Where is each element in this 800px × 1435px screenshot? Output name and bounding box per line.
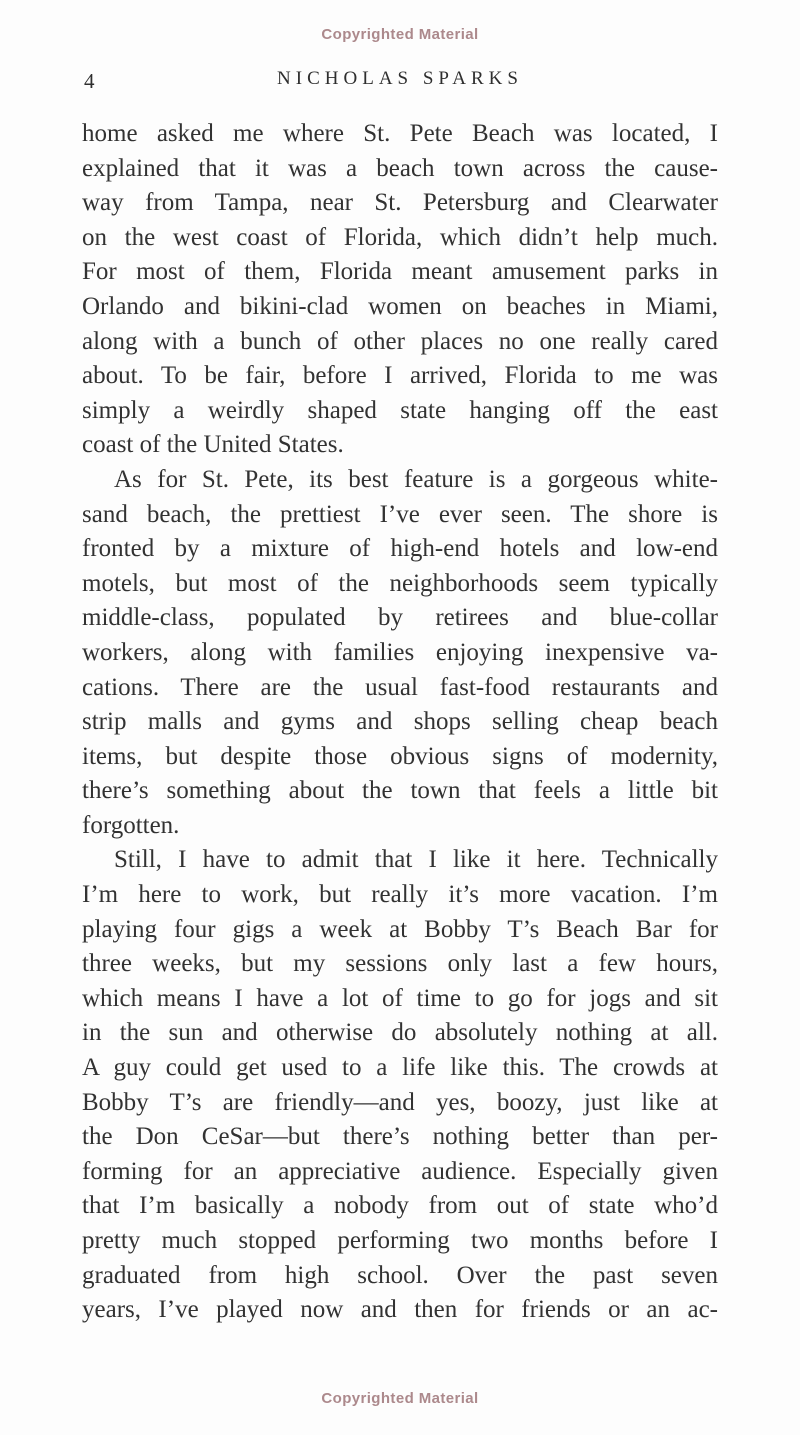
text-line: home asked me where St. Pete Beach was located, I [82, 120, 718, 147]
page-number: 4 [84, 69, 95, 93]
text-line: along with a bunch of other places no one really cared [82, 327, 718, 355]
text-line: I’m here to work, but really it’s more vacation. I’m [82, 881, 718, 909]
running-head: NICHOLAS SPARKS [277, 68, 523, 89]
text-line: graduated from high school. Over the past seven [82, 1261, 718, 1289]
text-line: the Don CeSar—but there’s nothing better than per- [82, 1123, 718, 1151]
text-line: A guy could get used to a life like this. The crowds at [82, 1054, 718, 1082]
text-line: fronted by a mixture of high-end hotels and low-end [82, 535, 718, 563]
text-line: forgotten. [82, 811, 180, 839]
text-line: on the west coast of Florida, which didn’t help much. [82, 223, 718, 251]
text-line: that I’m basically a nobody from out of state who’d [82, 1192, 718, 1220]
copyright-watermark-bottom: Copyrighted Material [321, 1390, 479, 1407]
page-header [82, 68, 718, 96]
text-line: workers, along with families enjoying inexpensive va- [82, 638, 718, 666]
text-line: strip malls and gyms and shops selling cheap beach [82, 708, 718, 736]
text-line: For most of them, Florida meant amusement parks in [82, 258, 718, 286]
text-line: playing four gigs a week at Bobby T’s Beach Bar for [82, 915, 718, 943]
text-line: Still, I have to admit that I like it here. Technically [114, 846, 718, 874]
text-line: sand beach, the prettiest I’ve ever seen. The shore is [82, 500, 718, 528]
text-line: explained that it was a beach town across the cause- [82, 154, 718, 182]
text-line: cations. There are the usual fast-food restaurants and [82, 673, 718, 701]
text-line: Orlando and bikini-clad women on beaches in Miami, [82, 292, 718, 320]
text-line: middle-class, populated by retirees and blue-collar [82, 604, 718, 632]
text-line: about. To be fair, before I arrived, Florida to me was [82, 362, 718, 390]
text-line: simply a weirdly shaped state hanging off the east [82, 396, 718, 424]
text-line: As for St. Pete, its best feature is a gorgeous white- [114, 465, 718, 493]
text-line: way from Tampa, near St. Petersburg and Clearwater [82, 189, 718, 217]
text-line: items, but despite those obvious signs of modernity, [82, 742, 718, 770]
copyright-watermark-top: Copyrighted Material [321, 26, 479, 43]
body-text [82, 117, 718, 1328]
text-line: there’s something about the town that feels a little bit [82, 777, 718, 805]
text-line: which means I have a lot of time to go for jogs and sit [82, 984, 718, 1012]
text-line: coast of the United States. [82, 431, 344, 459]
text-line: three weeks, but my sessions only last a few hours, [82, 950, 718, 978]
text-line: Bobby T’s are friendly—and yes, boozy, just like at [82, 1088, 718, 1116]
text-line: pretty much stopped performing two months before I [82, 1227, 718, 1254]
text-line: forming for an appreciative audience. Especially given [82, 1157, 718, 1185]
text-line: motels, but most of the neighborhoods seem typically [82, 569, 718, 597]
text-line: years, I’ve played now and then for friends or an ac- [82, 1296, 718, 1324]
text-line: in the sun and otherwise do absolutely nothing at all. [82, 1019, 718, 1047]
